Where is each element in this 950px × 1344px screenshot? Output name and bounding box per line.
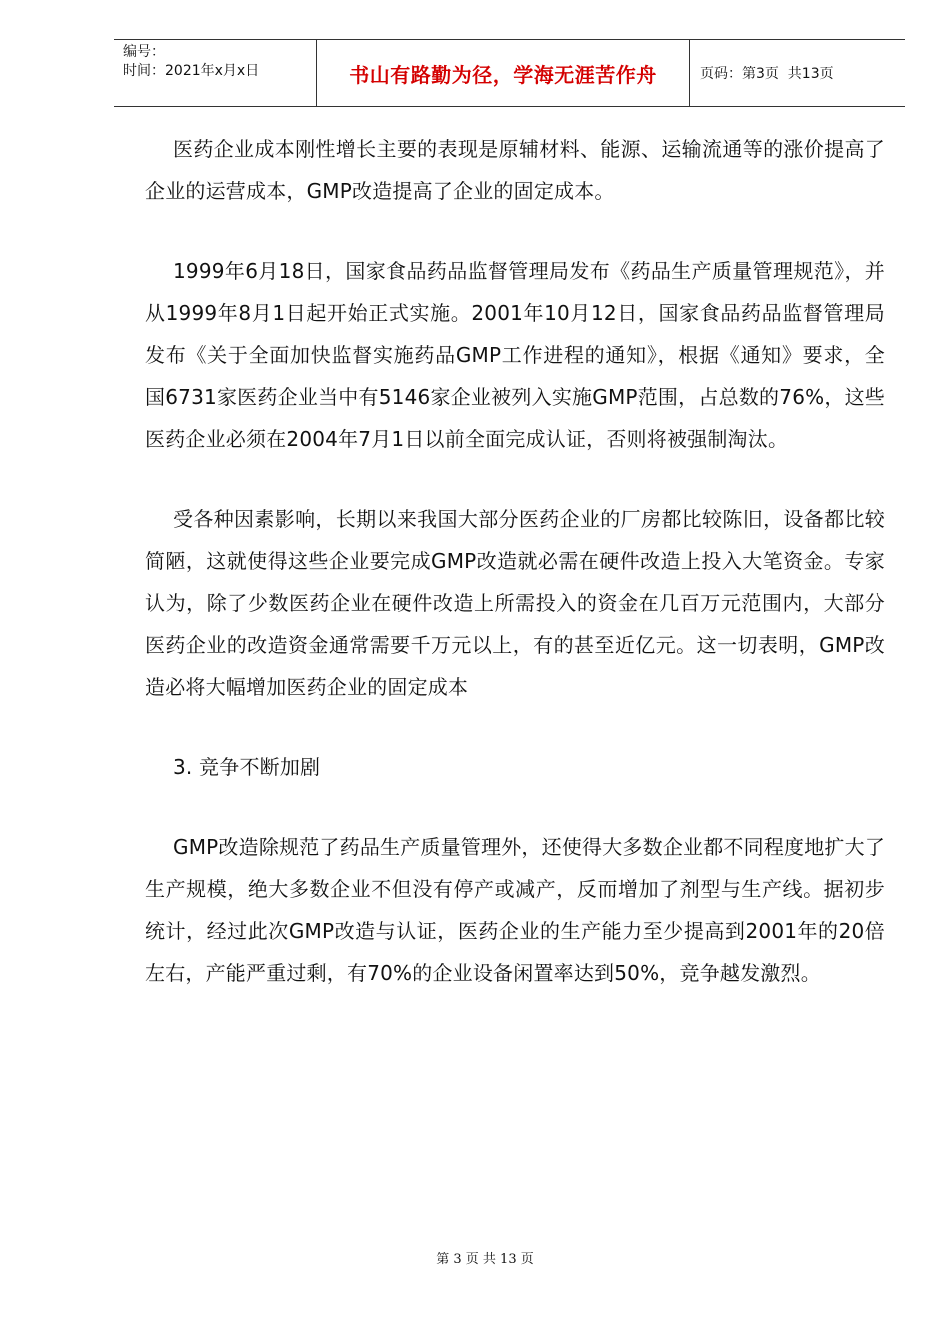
page-footer: 第 3 页 共 13 页	[436, 1252, 534, 1267]
page-label: 页码：第3页 共13页	[700, 66, 834, 82]
motto-text: 书山有路勤为径，学海无涯苦作舟	[349, 62, 657, 87]
document-body	[145, 128, 885, 994]
document-header	[114, 39, 905, 107]
header-page-cell	[690, 40, 905, 106]
header-motto-cell	[316, 40, 690, 106]
number-label: 编号：	[123, 44, 165, 60]
paragraph-gmp-history: 1999年6月18日，国家食品药品监督管理局发布《药品生产质量管理规范》，并从1999年8月1日起开始正式实施。2001年10月12日，国家食品药品监督管理局发布《关于全面加快监督实施药品GMP工作进程的通知》，根据《通知》要求，全国6731家医药企业当中有5146家企业被列入实施GMP范围，占总数的76%，这些医药企业必须在2004年7月1日以前全面完成认证，否则将被强制淘汰。	[145, 259, 885, 451]
paragraph-cost-growth: 医药企业成本刚性增长主要的表现是原辅材料、能源、运输流通等的涨价提高了企业的运营成本，GMP改造提高了企业的固定成本。	[145, 137, 885, 203]
section-heading-competition: 3. 竞争不断加剧	[173, 755, 321, 779]
paragraph-investment: 受各种因素影响，长期以来我国大部分医药企业的厂房都比较陈旧，设备都比较简陋，这就使得这些企业要完成GMP改造就必需在硬件改造上投入大笔资金。专家认为，除了少数医药企业在硬件改造上所需投入的资金在几百万元范围内，大部分医药企业的改造资金通常需要千万元以上，有的甚至近亿元。这一切表明，GMP改造必将大幅增加医药企业的固定成本	[145, 507, 885, 699]
time-label: 时间：2021年x月x日	[123, 63, 260, 79]
paragraph-competition: GMP改造除规范了药品生产质量管理外，还使得大多数企业都不同程度地扩大了生产规模，绝大多数企业不但没有停产或减产，反而增加了剂型与生产线。据初步统计，经过此次GMP改造与认证，医药企业的生产能力至少提高到2001年的20倍左右，产能严重过剩，有70%的企业设备闲置率达到50%，竞争越发激烈。	[145, 835, 886, 985]
header-meta	[114, 40, 316, 106]
